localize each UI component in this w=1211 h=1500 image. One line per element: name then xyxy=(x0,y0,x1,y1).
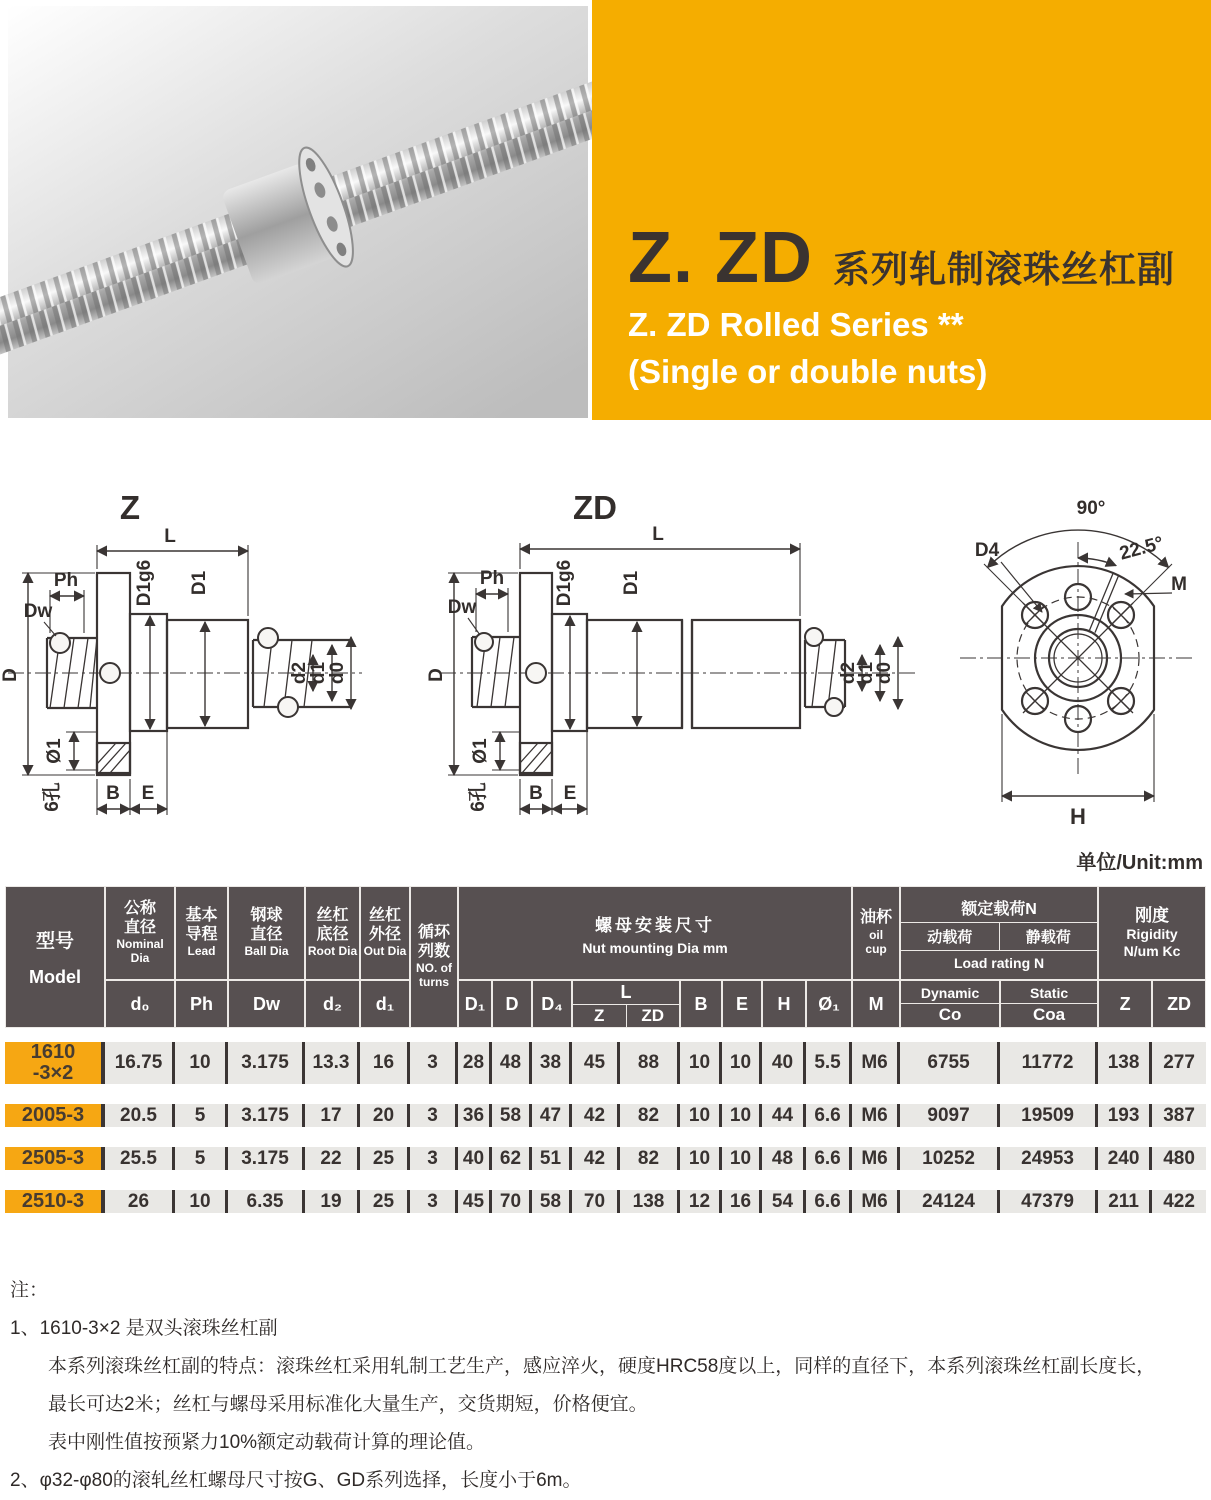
cell: 48 xyxy=(762,1147,806,1170)
cell: 10 xyxy=(722,1042,762,1084)
cell: 3 xyxy=(410,1042,458,1084)
dim-label-d1-body: D1 xyxy=(621,570,642,596)
col-ball-dia: 钢球 直径 Ball Dia xyxy=(228,886,305,980)
cell: 10 xyxy=(175,1190,228,1213)
cell: 51 xyxy=(532,1147,572,1170)
z-diagram-title: Z xyxy=(119,489,141,526)
col-sym-static: Static Coa xyxy=(1000,980,1098,1028)
col-oil-cup: 油杯 oil cup xyxy=(852,886,900,980)
cell: 5 xyxy=(175,1147,228,1170)
cell: 6.6 xyxy=(806,1104,852,1127)
cell: 138 xyxy=(620,1190,680,1213)
col-sym-ph: Ph xyxy=(175,980,228,1028)
cell: 28 xyxy=(458,1042,492,1084)
dim-label-ph: Ph xyxy=(479,568,505,589)
dim-label-d0: d0 xyxy=(874,661,895,685)
col-root-dia: 丝杠 底径 Root Dia xyxy=(305,886,360,980)
dim-label-d1g6: D1g6 xyxy=(134,559,155,607)
cell: 47 xyxy=(532,1104,572,1127)
cell: 6.6 xyxy=(806,1147,852,1170)
dim-label-d1g6: D1g6 xyxy=(554,559,575,607)
col-group-rigidity: 刚度 Rigidity N/um Kc xyxy=(1098,886,1206,980)
series-subtitle-nuts: (Single or double nuts) xyxy=(628,352,988,390)
cell: 36 xyxy=(458,1104,492,1127)
cell: 24124 xyxy=(900,1190,1000,1213)
cell: 82 xyxy=(620,1147,680,1170)
cell: 10 xyxy=(722,1104,762,1127)
col-sym-LZD: ZD xyxy=(626,1005,680,1027)
cell: 387 xyxy=(1152,1104,1206,1127)
zd-diagram-title: ZD xyxy=(573,489,617,526)
series-title: Z. ZD xyxy=(628,218,813,298)
col-sym-dynamic: Dynamic Co xyxy=(900,980,1000,1028)
cell: 70 xyxy=(492,1190,532,1213)
note-line: 最长可达2米；丝杠与螺母采用标准化大量生产，交货期短，价格便宜。 xyxy=(48,1394,648,1415)
load-dynamic-cn: 动载荷 xyxy=(927,929,973,946)
cell: 5.5 xyxy=(806,1042,852,1084)
dim-label-dw: Dw xyxy=(23,601,53,622)
col-sym-E: E xyxy=(722,980,762,1028)
cell: 20.5 xyxy=(105,1104,175,1127)
z-diagram xyxy=(0,485,400,845)
cell: 10 xyxy=(680,1104,722,1127)
cell: 138 xyxy=(1098,1042,1152,1084)
cell: 3.175 xyxy=(228,1042,305,1084)
angle-22-5-label: 22.5° xyxy=(1117,532,1166,565)
col-sym-D4: D₄ xyxy=(532,980,572,1028)
dim-label-dia1: Ø1 xyxy=(44,738,65,764)
dim-label-l: L xyxy=(164,526,176,547)
zd-diagram xyxy=(400,485,945,845)
table-row xyxy=(5,1147,1206,1170)
note-line: 本系列滚珠丝杠副的特点：滚珠丝杠采用轧制工艺生产，感应淬火，硬度HRC58度以上，同样的直径下，本系列滚珠丝杠副长度长， xyxy=(48,1356,1156,1377)
col-sym-rigidity-zd: ZD xyxy=(1152,980,1206,1028)
model-cell: 2510-3 xyxy=(5,1190,105,1213)
col-sym-dw: Dw xyxy=(228,980,305,1028)
dim-label-d2: d2 xyxy=(289,661,310,685)
series-title-cn: 系列轧制滚珠丝杠副 xyxy=(832,249,1175,290)
cell: 62 xyxy=(492,1147,532,1170)
cell: 10 xyxy=(680,1147,722,1170)
cell: 6.35 xyxy=(228,1190,305,1213)
cell: 19 xyxy=(305,1190,360,1213)
load-static-cn: 静载荷 xyxy=(999,923,1098,950)
model-cell: 2005-3 xyxy=(5,1104,105,1127)
cell: M6 xyxy=(852,1190,900,1213)
cell: 47379 xyxy=(1000,1190,1098,1213)
cell: 6755 xyxy=(900,1042,1000,1084)
cell: 11772 xyxy=(1000,1042,1098,1084)
cell: 3.175 xyxy=(228,1104,305,1127)
table-row xyxy=(5,1190,1206,1213)
col-sym-H: H xyxy=(762,980,806,1028)
cell: 12 xyxy=(680,1190,722,1213)
cell: 38 xyxy=(532,1042,572,1084)
cell: 44 xyxy=(762,1104,806,1127)
cell: 422 xyxy=(1152,1190,1206,1213)
cell: 42 xyxy=(572,1147,620,1170)
col-sym-L: L Z ZD xyxy=(572,980,680,1028)
dim-label-ph: Ph xyxy=(53,570,79,591)
note-line: 表中刚性值按预紧力10%额定动载荷计算的理论值。 xyxy=(48,1432,486,1453)
cell: 58 xyxy=(532,1190,572,1213)
col-sym-LZ: Z xyxy=(594,1006,605,1025)
cell: 25 xyxy=(360,1190,410,1213)
dim-label-dia1: Ø1 xyxy=(470,738,491,764)
product-photo xyxy=(8,6,588,418)
dim-label-h: H xyxy=(1070,804,1086,829)
col-lead: 基本 导程 Lead xyxy=(175,886,228,980)
cell: 22 xyxy=(305,1147,360,1170)
col-sym-dia1: Ø₁ xyxy=(806,980,852,1028)
dim-label-m: M xyxy=(1171,574,1187,595)
cell: 45 xyxy=(572,1042,620,1084)
unit-label: 单位/Unit:mm xyxy=(1076,852,1203,874)
cell: 480 xyxy=(1152,1147,1206,1170)
end-view-diagram xyxy=(945,480,1211,830)
note-heading: 注： xyxy=(10,1280,49,1301)
dim-label-e: E xyxy=(141,783,155,804)
col-sym-rigidity-z: Z xyxy=(1098,980,1152,1028)
cell: M6 xyxy=(852,1104,900,1127)
dim-label-d1: d1 xyxy=(856,661,877,685)
cell: 45 xyxy=(458,1190,492,1213)
cell: 9097 xyxy=(900,1104,1000,1127)
cell: 48 xyxy=(492,1042,532,1084)
col-sym-D1: D₁ xyxy=(458,980,492,1028)
dim-label-e: E xyxy=(563,783,577,804)
cell: 25 xyxy=(360,1147,410,1170)
note-line: 1、1610-3×2 是双头滚珠丝杠副 xyxy=(10,1318,278,1339)
angle-90-label: 90° xyxy=(1076,498,1106,519)
dim-label-d2: d2 xyxy=(838,661,859,685)
col-sym-d1: d₁ xyxy=(360,980,410,1028)
col-group-nut-mounting: 螺母安装尺寸 Nut mounting Dia mm xyxy=(458,886,852,980)
cell: 10 xyxy=(722,1147,762,1170)
dim-label-d1-body: D1 xyxy=(189,570,210,596)
holes-label: 6孔 xyxy=(468,782,489,812)
dim-label-dw: Dw xyxy=(447,597,477,618)
note-line: 2、φ32-φ80的滚轧丝杠螺母尺寸按G、GD系列选择，长度小于6m。 xyxy=(10,1470,582,1491)
dim-label-d4: D4 xyxy=(974,540,1000,561)
col-sym-M: M xyxy=(852,980,900,1028)
holes-label: 6孔 xyxy=(42,782,63,812)
col-nominal-dia: 公称 直径 Nominal Dia xyxy=(105,886,175,980)
notes xyxy=(10,1272,1205,1500)
cell: 19509 xyxy=(1000,1104,1098,1127)
cell: 193 xyxy=(1098,1104,1152,1127)
cell: 3 xyxy=(410,1104,458,1127)
cell: 20 xyxy=(360,1104,410,1127)
cell: 17 xyxy=(305,1104,360,1127)
cell: 24953 xyxy=(1000,1147,1098,1170)
series-subtitle-en: Z. ZD Rolled Series ** xyxy=(628,306,964,343)
col-sym-B: B xyxy=(680,980,722,1028)
cell: 16 xyxy=(360,1042,410,1084)
spec-table xyxy=(5,886,1206,1213)
dim-label-d0: d0 xyxy=(327,661,348,685)
table-body xyxy=(5,1028,1206,1213)
cell: 10 xyxy=(680,1042,722,1084)
col-group-load-rating: 额定载荷N 动载荷 静载荷 Load rating N xyxy=(900,886,1098,980)
cell: 6.6 xyxy=(806,1190,852,1213)
cell: 54 xyxy=(762,1190,806,1213)
cell: 25.5 xyxy=(105,1147,175,1170)
model-cell: 1610 -3×2 xyxy=(5,1042,105,1084)
ball-screw-photo xyxy=(8,6,588,418)
cell: 88 xyxy=(620,1042,680,1084)
cell: 26 xyxy=(105,1190,175,1213)
dim-label-b: B xyxy=(106,783,120,804)
table-row xyxy=(5,1042,1206,1084)
title-banner xyxy=(592,0,1211,420)
dim-label-d1: d1 xyxy=(308,661,329,685)
cell: 40 xyxy=(762,1042,806,1084)
cell: 42 xyxy=(572,1104,620,1127)
col-sym-d0: d₀ xyxy=(105,980,175,1028)
cell: 82 xyxy=(620,1104,680,1127)
cell: 3.175 xyxy=(228,1147,305,1170)
cell: 13.3 xyxy=(305,1042,360,1084)
cell: M6 xyxy=(852,1042,900,1084)
table-header xyxy=(5,886,1206,1028)
cell: 58 xyxy=(492,1104,532,1127)
model-cell: 2505-3 xyxy=(5,1147,105,1170)
cell: 16 xyxy=(722,1190,762,1213)
table-row xyxy=(5,1104,1206,1127)
dim-label-l: L xyxy=(652,524,664,545)
cell: 16.75 xyxy=(105,1042,175,1084)
col-turns: 循环 列数 NO. of turns xyxy=(410,886,458,1028)
dim-label-d: D xyxy=(0,668,21,682)
cell: M6 xyxy=(852,1147,900,1170)
col-sym-d2: d₂ xyxy=(305,980,360,1028)
col-out-dia: 丝杠 外径 Out Dia xyxy=(360,886,410,980)
cell: 40 xyxy=(458,1147,492,1170)
cell: 277 xyxy=(1152,1042,1206,1084)
cell: 3 xyxy=(410,1147,458,1170)
technical-drawings xyxy=(0,430,1211,850)
cell: 5 xyxy=(175,1104,228,1127)
dim-label-d: D xyxy=(426,668,447,682)
cell: 70 xyxy=(572,1190,620,1213)
col-sym-D: D xyxy=(492,980,532,1028)
cell: 10252 xyxy=(900,1147,1000,1170)
cell: 10 xyxy=(175,1042,228,1084)
cell: 211 xyxy=(1098,1190,1152,1213)
col-model: 型号 Model xyxy=(5,886,105,1028)
cell: 240 xyxy=(1098,1147,1152,1170)
cell: 3 xyxy=(410,1190,458,1213)
dim-label-b: B xyxy=(529,783,543,804)
